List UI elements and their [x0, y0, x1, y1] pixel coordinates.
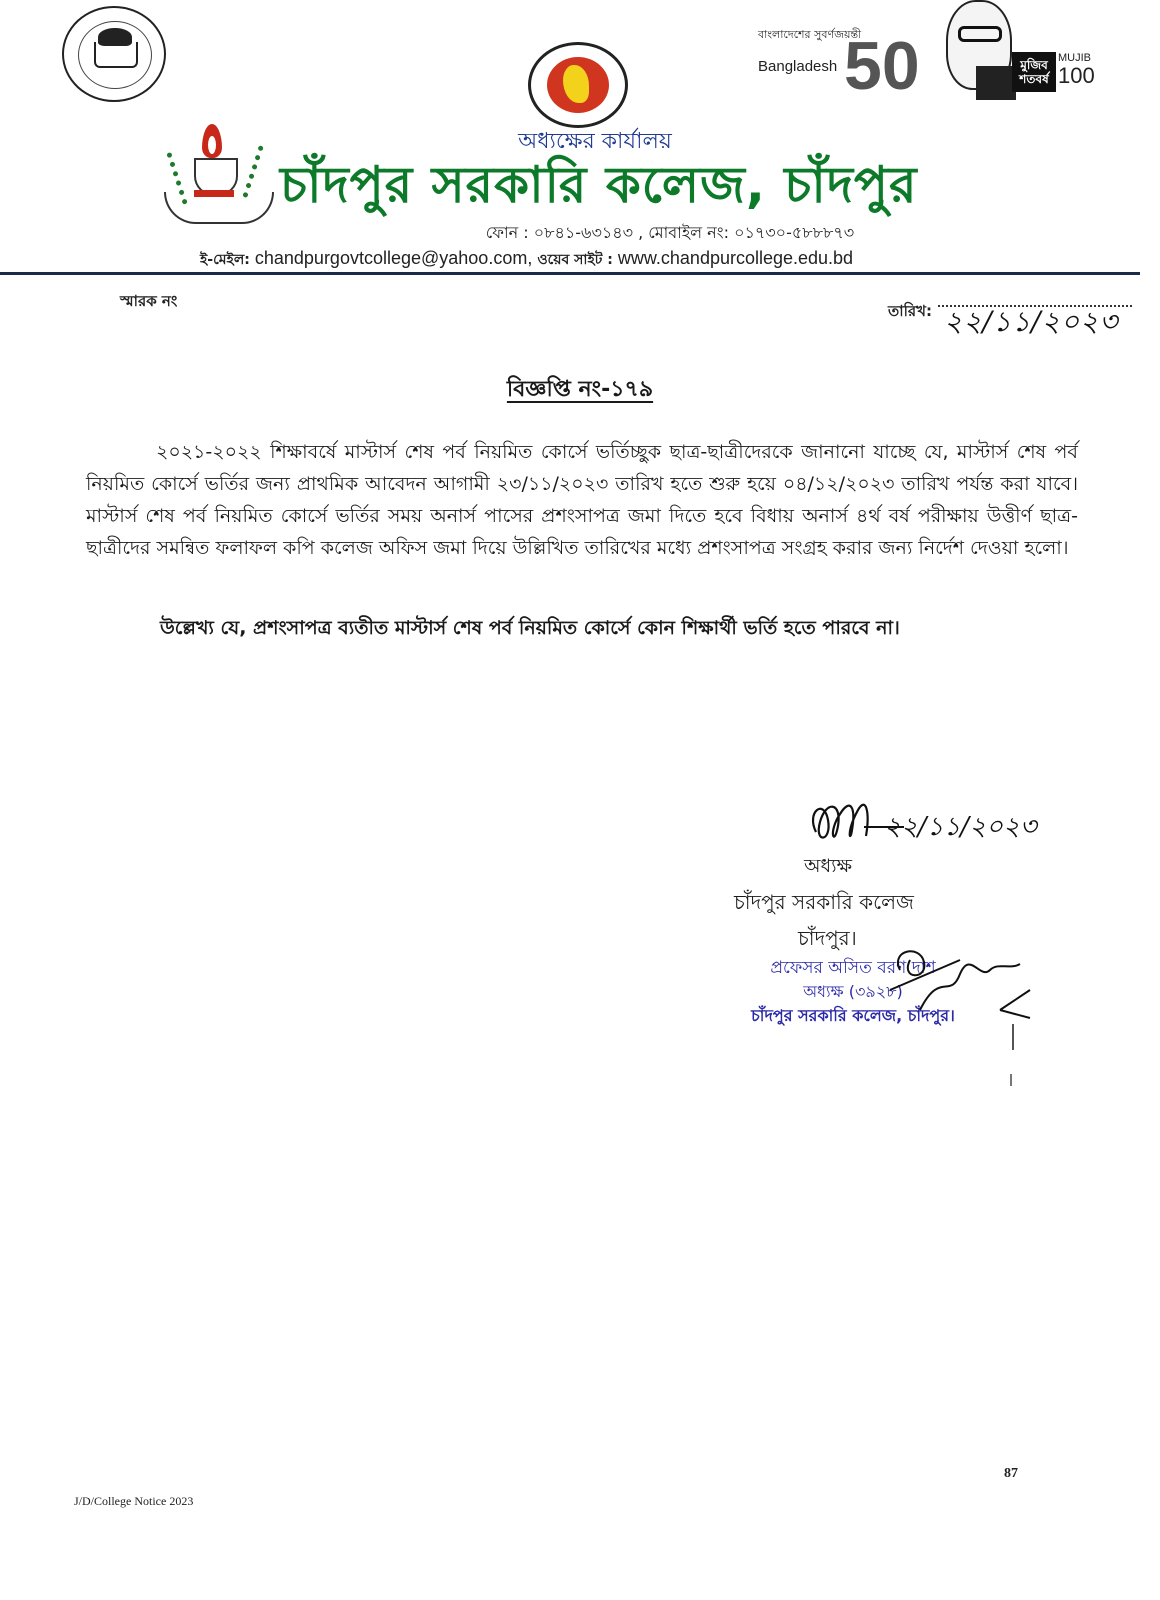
- signatory-org: চাঁদপুর সরকারি কলেজ: [734, 890, 914, 914]
- college-name: চাঁদপুর সরকারি কলেজ, চাঁদপুর: [280, 156, 918, 214]
- glasses-icon: [958, 26, 1002, 42]
- website-label: ওয়েব সাইট :: [537, 252, 613, 268]
- notice-title: [0, 372, 1160, 409]
- signatory-city: চাঁদপুর।: [798, 926, 857, 950]
- footer-reference: J/D/College Notice 2023: [74, 1494, 194, 1508]
- mujib-bn-logo: মুজিব শতবর্ষ: [1012, 52, 1056, 92]
- email-label: ই-মেইল:: [200, 252, 250, 268]
- stamp-title: অধ্যক্ষ (৩৯২৮): [803, 982, 903, 1001]
- stamp-name: প্রফেসর অসিত বরণ দাশ: [770, 958, 936, 978]
- golden-jubilee-bn: বাংলাদেশের সুবর্ণজয়ন্তী: [758, 28, 862, 41]
- website-link[interactable]: www.chandpurcollege.edu.bd: [617, 248, 854, 268]
- notice-note: উল্লেখ্য যে, প্রশংসাপত্র ব্যতীত মাস্টার্স শেষ পর্ব নিয়মিত কোর্সে কোন শিক্ষার্থী ভর্তি হতে পারবে না।: [160, 617, 900, 639]
- contact-phone: ফোন : ০৮৪১-৬৩১৪৩ , মোবাইল নং: ০১৭৩০-৫৮৮৮৭৩: [485, 223, 855, 242]
- header-divider: [0, 272, 1140, 275]
- stamp-org: চাঁদপুর সরকারি কলেজ, চাঁদপুর।: [751, 1006, 955, 1025]
- coat-shape: [976, 66, 1016, 100]
- signature-date: ২২/১১/২০২৩: [884, 812, 1037, 842]
- signature-stroke: [813, 805, 868, 838]
- mark-line: [1012, 1024, 1014, 1050]
- date-value-handwritten: ২২/১১/২০২৩: [944, 305, 1119, 338]
- stamp-initials-scribble: [880, 940, 1040, 1020]
- memo-number-label: স্মারক নং: [120, 292, 178, 310]
- mujib-en-top: MUJIB: [1058, 52, 1091, 64]
- golden-jubilee-number: 50: [844, 28, 920, 104]
- sheikh-hasina-education-emblem: [62, 6, 166, 102]
- golden-jubilee-logo: [758, 22, 918, 104]
- contact-web-line: [200, 248, 853, 272]
- mujib-en-num: 100: [1058, 63, 1095, 88]
- mujib-100-logo: [936, 0, 1108, 102]
- mujib-en-logo: [1058, 52, 1095, 88]
- notice-number: বিজ্ঞপ্তি নং-১৭৯: [506, 377, 654, 402]
- book-icon: [94, 42, 138, 68]
- date-label: তারিখ:: [888, 302, 932, 320]
- government-seal: [528, 42, 628, 128]
- scribble-stroke: [890, 951, 1030, 1018]
- mark-line-small: [1010, 1074, 1012, 1086]
- email-link[interactable]: chandpurgovtcollege@yahoo.com,: [254, 248, 533, 268]
- signatory-title: অধ্যক্ষ: [804, 855, 853, 877]
- notice-body: ২০২১-২০২২ শিক্ষাবর্ষে মাস্টার্স শেষ পর্ব নিয়মিত কোর্সে ভর্তিচ্ছুক ছাত্র-ছাত্রীদেরকে জানানো যাচ্ছে যে, মাস্টার্স শেষ পর্ব নিয়মিত কোর্সে ভর্তির জন্য প্রাথমিক আবেদন আগামী ২৩/১১/২০২৩ তারিখ হতে শুরু হয়ে ০৪/১২/২০২৩ তারিখ পর্যন্ত করা যাবে। মাস্টার্স শেষ পর্ব নিয়মিত কোর্সে ভর্তির সময় অনার্স পাসের প্রশংসাপত্র জমা দিতে হবে বিধায় অনার্স ৪র্থ বর্ষ পরীক্ষায় উত্তীর্ণ ছাত্র-ছাত্রীদের সমন্বিত ফলাফল কপি কলেজ অফিস জমা দিয়ে উল্লিখিত তারিখের মধ্যে প্রশংসাপত্র সংগ্রহ করার জন্য নির্দেশ দেওয়া হলো।: [86, 441, 1078, 559]
- page-number: 87: [1004, 1466, 1018, 1481]
- golden-jubilee-en: Bangladesh: [758, 58, 838, 75]
- principal-signature: [806, 792, 886, 848]
- office-title: অধ্যক্ষের কার্যালয়: [518, 129, 672, 154]
